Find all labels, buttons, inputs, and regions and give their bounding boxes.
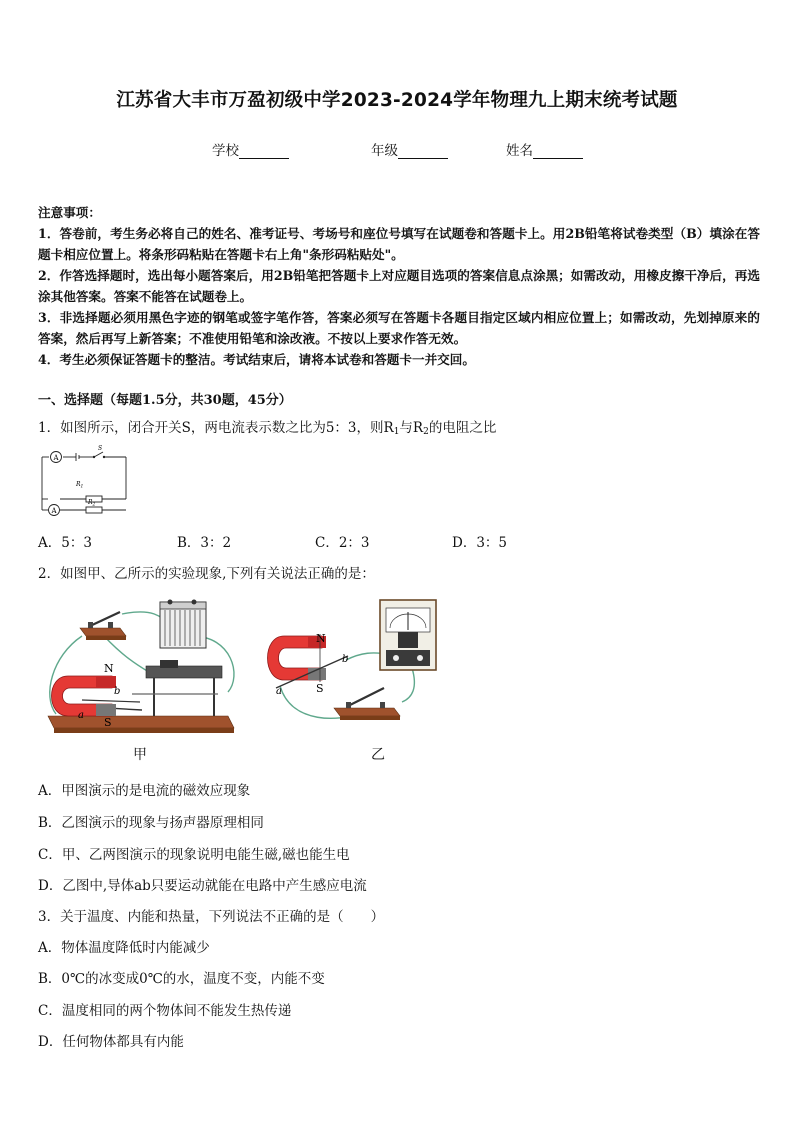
note-item: 4．考生必须保证答题卡的整洁。考试结束后，请将本试卷和答题卡一并交回。 xyxy=(38,352,475,367)
grade-label: 年级 xyxy=(371,143,398,159)
q2-option-c[interactable]: C．甲、乙两图演示的现象说明电能生磁,磁也能生电 xyxy=(38,847,350,863)
school-blank[interactable] xyxy=(239,144,289,159)
q1-option-d[interactable]: D．3：5 xyxy=(452,535,508,551)
school-label: 学校 xyxy=(212,143,239,159)
note-item: 2．作答选择题时，选出每小题答案后，用2B铅笔把答题卡上对应题目选项的答案信息点涂黑；如需改动，用橡皮擦干净后，再选涂其他答案。答案不能答在试题卷上。 xyxy=(38,268,760,304)
knife-switch-icon xyxy=(80,612,126,640)
name-label: 姓名 xyxy=(506,143,533,159)
note-item: 1．答卷前，考生务必将自己的姓名、准考证号、考场号和座位号填写在试题卷和答题卡上。用2B铅笔将试卷类型（B）填涂在答题卡相应位置上。将条形码粘贴在答题卡右上角"条形码粘贴处"。 xyxy=(38,226,760,262)
galvanometer-icon xyxy=(380,600,436,670)
q1-sub: 1 xyxy=(393,427,400,437)
name-field xyxy=(506,139,583,159)
notes-heading: 注意事项： xyxy=(38,205,101,220)
q3-option-b[interactable]: B．0℃的冰变成0℃的水，温度不变，内能不变 xyxy=(38,971,325,987)
notes-block xyxy=(38,202,760,370)
question-3-stem: 3．关于温度、内能和热量，下列说法不正确的是（ ） xyxy=(38,909,385,925)
q1-sub: 2 xyxy=(423,427,429,437)
q2-option-b[interactable]: B．乙图演示的现象与扬声器原理相同 xyxy=(38,815,264,831)
q1-option-c[interactable]: C．2：3 xyxy=(315,535,370,551)
pole-label-s: S xyxy=(104,716,112,729)
pole-label-n: N xyxy=(104,662,114,675)
figure-label-yi: 乙 xyxy=(371,747,385,763)
question-1-stem xyxy=(38,416,496,437)
pole-label-n: N xyxy=(316,632,326,645)
q1-option-a[interactable]: A．5：3 xyxy=(38,535,92,551)
question-2-stem: 2．如图甲、乙所示的实验现象,下列有关说法正确的是： xyxy=(38,566,375,582)
ammeter-label: A xyxy=(51,507,57,515)
name-blank[interactable] xyxy=(533,144,583,159)
q2-option-d[interactable]: D．乙图中,导体ab只要运动就能在电路中产生感应电流 xyxy=(38,878,367,894)
q1-option-b[interactable]: B．3：2 xyxy=(177,535,232,551)
section-heading: 一、选择题（每题1.5分，共30题，45分） xyxy=(38,393,292,408)
q1-stem-part: 的电阻之比 xyxy=(428,420,497,436)
rod-end-a: a xyxy=(276,686,282,697)
rod-end-b: b xyxy=(114,686,121,697)
q2-figure-jia xyxy=(42,596,252,736)
r2-label: $R_2$ xyxy=(88,499,96,508)
pole-label-s: S xyxy=(316,682,324,695)
q1-circuit-diagram xyxy=(36,442,132,522)
q3-option-a[interactable]: A．物体温度降低时内能减少 xyxy=(38,940,210,956)
exam-title: 江苏省大丰市万盈初级中学2023-2024学年物理九上期末统考试题 xyxy=(116,90,678,111)
school-field xyxy=(212,139,289,159)
r1-label: $R_1$ xyxy=(76,481,84,490)
grade-blank[interactable] xyxy=(398,144,448,159)
switch-label: S xyxy=(98,445,103,452)
horseshoe-magnet-icon xyxy=(268,634,349,688)
ammeter-label: A xyxy=(53,454,59,462)
rod-end-b: b xyxy=(342,654,349,665)
figure-label-jia: 甲 xyxy=(133,747,147,763)
grade-field xyxy=(371,139,448,159)
knife-switch-icon xyxy=(334,688,400,720)
q3-option-c[interactable]: C．温度相同的两个物体间不能发生热传递 xyxy=(38,1003,292,1019)
q3-option-d[interactable]: D．任何物体都具有内能 xyxy=(38,1034,184,1050)
q2-option-a[interactable]: A．甲图演示的是电流的磁效应现象 xyxy=(38,783,251,799)
q1-stem-part: 1．如图所示，闭合开关S，两电流表示数之比为5：3，则R xyxy=(38,420,394,436)
rod-end-a: a xyxy=(78,710,84,721)
q1-stem-part: 与R xyxy=(399,420,424,436)
note-item: 3．非选择题必须用黑色字迹的钢笔或签字笔作答，答案必须写在答题卡各题目指定区域内相应位置上；如需改动，先划掉原来的答案，然后再写上新答案；不准使用铅笔和涂改液。不按以上要求作答无效。 xyxy=(38,310,760,346)
q2-figure-yi xyxy=(262,598,448,726)
battery-icon xyxy=(160,600,206,649)
